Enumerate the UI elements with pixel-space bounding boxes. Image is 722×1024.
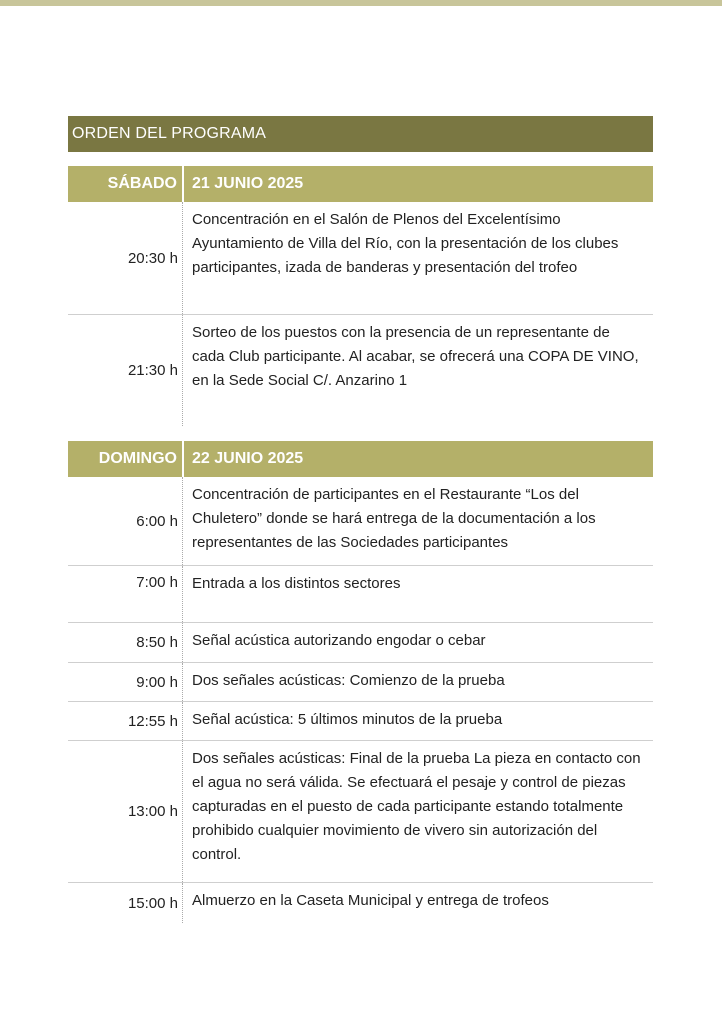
event-description: Sorteo de los puestos con la presencia de un representante de cada Club participante. Al acabar, se ofrecerá una COPA DE VINO, en la Sede Social C/. Anzarino 1 [192,324,639,389]
top-decorative-rule [0,0,722,6]
event-time: 21:30 h [127,362,178,379]
sunday-schedule [68,477,653,923]
column-separator [182,663,183,701]
event-time: 6:00 h [136,512,178,530]
column-separator [182,477,183,565]
day-header-sunday [68,441,653,477]
program-title: ORDEN DEL PROGRAMA [68,116,653,152]
event-description: Entrada a los distintos sectores [192,575,401,592]
event-time: 13:00 h [127,803,178,820]
event-description: Dos señales acústicas: Final de la prueba La pieza en contacto con el agua no será válida. Se efectuará el pesaje y control de piezas capturadas en el puesto de cada participante estando totalmente prohibido cualquier movimiento de vivero sin autorización del control. [192,750,641,863]
event-time: 8:50 h [136,634,178,651]
day-date: 21 JUNIO 2025 [192,175,304,192]
column-separator [182,883,183,923]
day-divider [182,441,184,477]
schedule-row [68,566,653,623]
column-separator [182,623,183,662]
column-separator [182,315,183,426]
day-date: 22 JUNIO 2025 [192,450,304,467]
event-description: Concentración en el Salón de Plenos del Excelentísimo Ayuntamiento de Villa del Río, con la presentación de los clubes participantes, izada de banderas y presentación del trofeo [192,211,619,276]
column-separator [182,566,183,622]
day-header-saturday [68,166,653,202]
schedule-row [68,702,653,741]
event-description: Almuerzo en la Caseta Municipal y entrega de trofeos [192,892,549,909]
event-time: 15:00 h [127,894,178,912]
event-description: Dos señales acústicas: Comienzo de la prueba [192,672,505,689]
event-description: Señal acústica autorizando engodar o cebar [192,632,486,649]
schedule-row [68,883,653,923]
schedule-row [68,623,653,663]
day-name: SÁBADO [107,175,177,192]
schedule-row [68,741,653,883]
schedule-row [68,202,653,315]
day-name: DOMINGO [98,450,177,467]
saturday-schedule [68,202,653,426]
event-time: 9:00 h [136,673,178,691]
day-divider [182,166,184,202]
event-description: Señal acústica: 5 últimos minutos de la prueba [192,711,503,728]
column-separator [182,741,183,882]
column-separator [182,202,183,314]
schedule-row [68,663,653,702]
column-separator [182,702,183,740]
schedule-row [68,315,653,426]
event-description: Concentración de participantes en el Restaurante “Los del Chuletero” donde se hará entrega de la documentación a los representantes de las Sociedades participantes [192,486,596,551]
schedule-row [68,477,653,566]
event-time: 12:55 h [127,712,178,730]
event-time: 20:30 h [127,249,178,267]
event-time: 7:00 h [136,574,178,591]
